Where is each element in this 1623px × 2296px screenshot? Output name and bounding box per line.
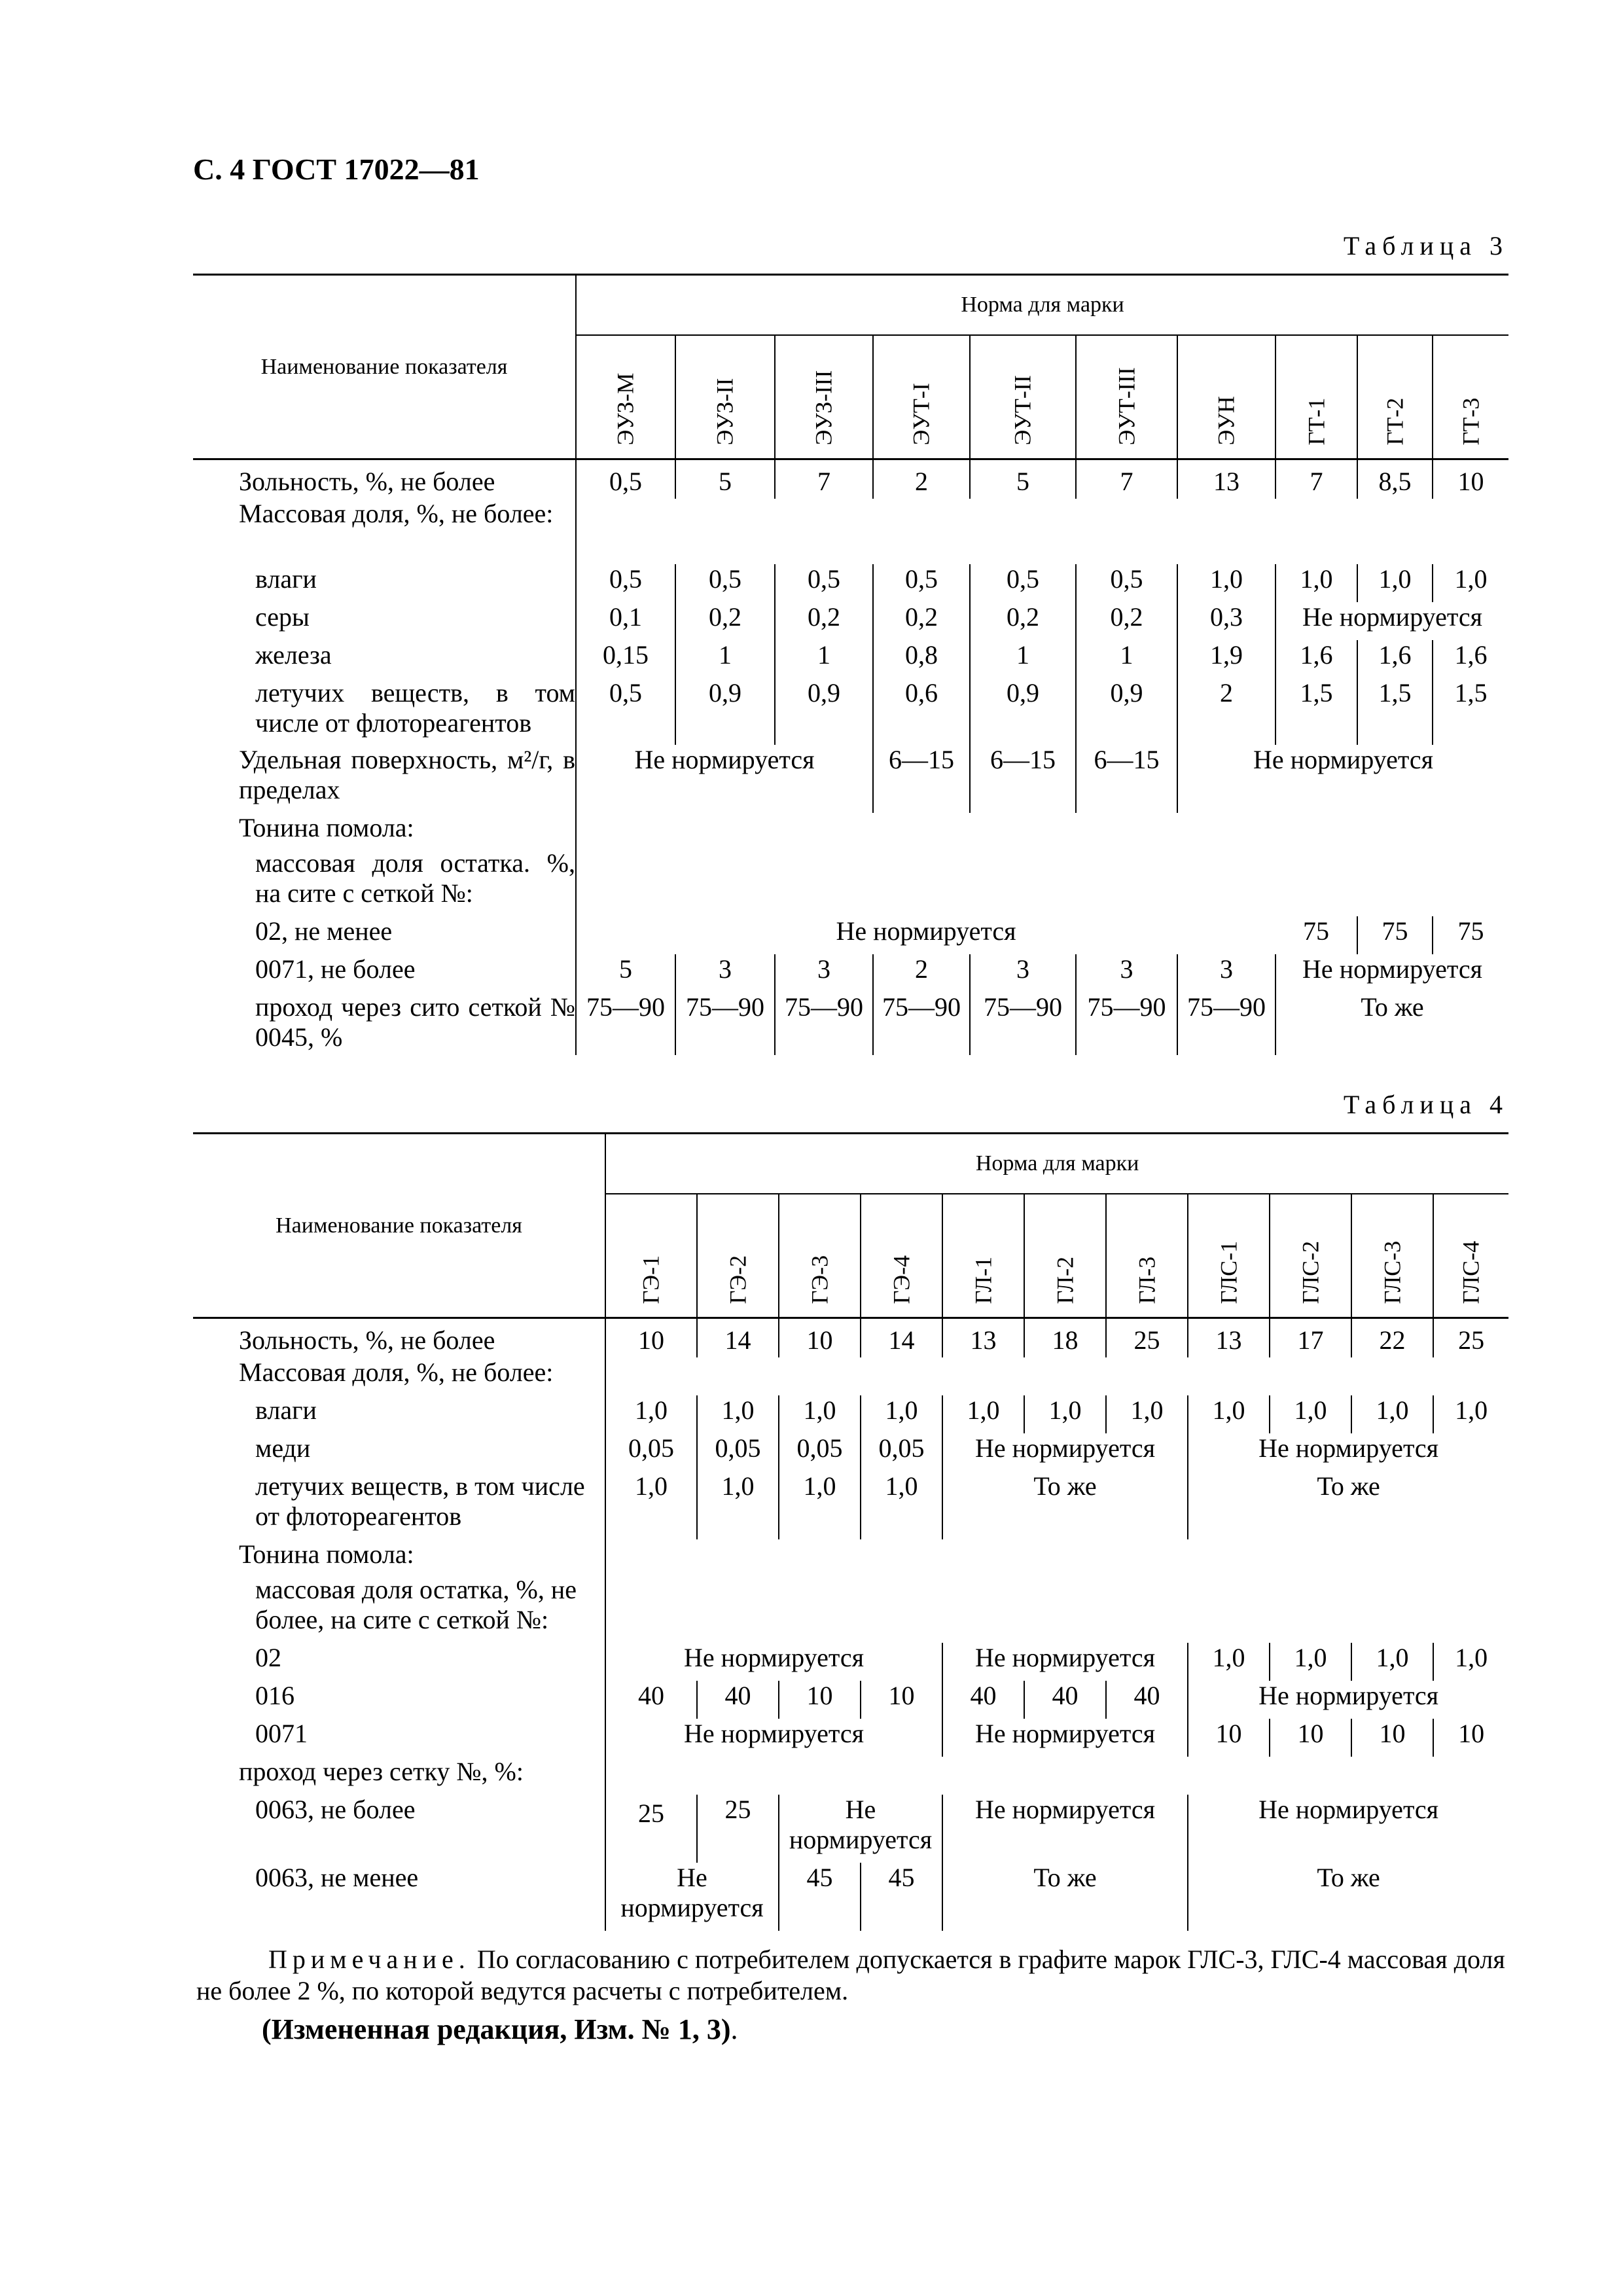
cell: 1,0 <box>1106 1395 1188 1433</box>
row-label: 02 <box>193 1643 605 1681</box>
cell: 6—15 <box>1076 745 1177 813</box>
row-label: проход через сито сеткой № 0045, % <box>193 992 576 1055</box>
cell: 0,6 <box>873 678 970 745</box>
cell-span: То же <box>942 1863 1188 1931</box>
table-row <box>193 848 1508 916</box>
cell: 1,0 <box>697 1471 779 1539</box>
row-label: 0071 <box>193 1719 605 1757</box>
table-note <box>196 1944 1505 2007</box>
cell: 3 <box>775 954 873 992</box>
cell: 75—90 <box>675 992 775 1055</box>
table4-grade-header: ГЛ-2 <box>1024 1194 1106 1318</box>
cell: 0,9 <box>970 678 1076 745</box>
cell: 0,5 <box>675 564 775 602</box>
table4-grade-header: ГЭ-1 <box>605 1194 697 1318</box>
cell: 1,0 <box>1188 1643 1270 1681</box>
cell-span: То же <box>1275 992 1508 1055</box>
table4-caption: Таблица 4 <box>1343 1090 1508 1119</box>
row-label: влаги <box>193 564 576 602</box>
cell: 40 <box>1024 1681 1106 1719</box>
table-row <box>193 499 1508 564</box>
cell: 25 <box>1433 1318 1508 1357</box>
cell: 10 <box>1351 1719 1433 1757</box>
table-row <box>193 813 1508 848</box>
cell: 1,0 <box>1433 1395 1508 1433</box>
cell: 1,0 <box>1024 1395 1106 1433</box>
table-row <box>193 1539 1508 1575</box>
table-row <box>193 678 1508 745</box>
cell: 8,5 <box>1357 459 1433 499</box>
row-label: железа <box>193 640 576 678</box>
row-label: массовая доля остатка, %, не более, на сите с сеткой №: <box>193 1575 605 1643</box>
row-label: 0071, не более <box>193 954 576 992</box>
cell: 7 <box>775 459 873 499</box>
cell: 1,0 <box>1270 1395 1351 1433</box>
table3-grade-header: ЭУЗ-М <box>576 335 675 459</box>
cell: 45 <box>861 1863 942 1931</box>
cell: 5 <box>619 954 632 984</box>
cell: 7 <box>1275 459 1357 499</box>
row-label: серы <box>193 602 576 640</box>
table3-grade-header: ЭУТ-II <box>970 335 1076 459</box>
row-label: Зольность, %, не более <box>193 1318 605 1357</box>
table4-grade-header: ГЛС-4 <box>1433 1194 1508 1318</box>
table-row <box>193 1681 1508 1719</box>
table-row <box>193 640 1508 678</box>
table4-norm-header: Норма для марки <box>605 1134 1508 1194</box>
table3-grade-header: ГТ-3 <box>1433 335 1508 459</box>
cell-span: То же <box>1188 1471 1508 1539</box>
row-label: влаги <box>193 1395 605 1433</box>
cell: 0,2 <box>675 602 775 640</box>
cell: 2 <box>1177 678 1275 745</box>
cell: 0,05 <box>697 1433 779 1471</box>
cell: 1,6 <box>1357 640 1433 678</box>
table4-grade-header: ГЭ-4 <box>861 1194 942 1318</box>
cell: 1,6 <box>1433 640 1508 678</box>
table-row <box>193 1471 1508 1539</box>
table4-grade-header: ГЛС-1 <box>1188 1194 1270 1318</box>
cell: 0,2 <box>775 602 873 640</box>
cell: 10 <box>1433 1719 1508 1757</box>
cell: 25 <box>1106 1318 1188 1357</box>
cell: 0,05 <box>628 1433 674 1463</box>
cell: 0,2 <box>970 602 1076 640</box>
table-row <box>193 954 1508 992</box>
cell: 1,0 <box>1433 1643 1508 1681</box>
cell: 40 <box>1106 1681 1188 1719</box>
table4-grade-header: ГЛС-2 <box>1270 1194 1351 1318</box>
row-label: 0063, не менее <box>193 1863 605 1931</box>
cell: 0,9 <box>1076 678 1177 745</box>
cell: 0,1 <box>609 601 642 632</box>
cell: 1,0 <box>1177 564 1275 602</box>
cell: 0,9 <box>675 678 775 745</box>
table-row <box>193 459 1508 499</box>
cell: 13 <box>1177 459 1275 499</box>
row-label: Тонина помола: <box>193 813 576 848</box>
row-label: 0063, не более <box>193 1795 605 1863</box>
cell-span: Не нормируется <box>1177 745 1508 813</box>
table-row <box>193 992 1508 1055</box>
table-row <box>193 1395 1508 1433</box>
page-header: С. 4 ГОСТ 17022—81 <box>193 152 480 186</box>
cell-span: Не нормируется <box>942 1719 1188 1757</box>
table-row <box>193 1863 1508 1931</box>
table4-grade-header: ГЭ-2 <box>697 1194 779 1318</box>
cell: 2 <box>873 954 970 992</box>
table-row <box>193 1757 1508 1795</box>
table3 <box>193 274 1508 1055</box>
cell: 1,6 <box>1275 640 1357 678</box>
table-row <box>193 1719 1508 1757</box>
table4-grade-header: ГЛ-3 <box>1106 1194 1188 1318</box>
cell: 1,0 <box>1357 564 1433 602</box>
cell: 75—90 <box>1177 992 1275 1055</box>
row-label: проход через сетку №, %: <box>193 1757 605 1795</box>
cell: 10 <box>779 1318 861 1357</box>
table4-grade-header: ГЛС-3 <box>1351 1194 1433 1318</box>
cell: 1,5 <box>1357 678 1433 745</box>
cell: 1 <box>675 640 775 678</box>
cell: 1,0 <box>1270 1643 1351 1681</box>
cell: 0,9 <box>775 678 873 745</box>
cell: 0,15 <box>603 639 649 670</box>
cell-span: Не нормируется <box>779 1795 942 1863</box>
table3-caption: Таблица 3 <box>1343 231 1508 260</box>
cell: 1,5 <box>1275 678 1357 745</box>
cell: 14 <box>861 1318 942 1357</box>
row-label: Массовая доля, %, не более: <box>193 499 576 564</box>
cell: 1,0 <box>942 1395 1024 1433</box>
edit-note <box>262 2013 738 2046</box>
cell: 0,2 <box>1076 602 1177 640</box>
cell: 0,05 <box>861 1433 942 1471</box>
cell-span: Не нормируется <box>942 1643 1188 1681</box>
cell: 1 <box>970 640 1076 678</box>
table-row <box>193 916 1508 954</box>
cell: 17 <box>1270 1318 1351 1357</box>
cell: 1,0 <box>861 1395 942 1433</box>
cell: 1,0 <box>635 1395 668 1425</box>
table-row <box>193 745 1508 813</box>
cell: 1,0 <box>1188 1395 1270 1433</box>
cell: 75—90 <box>586 992 665 1022</box>
cell: 0,3 <box>1177 602 1275 640</box>
cell: 5 <box>675 459 775 499</box>
cell: 40 <box>942 1681 1024 1719</box>
table-row <box>193 1357 1508 1395</box>
row-label: Тонина помола: <box>193 1539 605 1575</box>
cell-span: Не нормируется <box>1275 954 1508 992</box>
row-label: Удельная поверхность, м²/г, в пределах <box>193 745 576 813</box>
cell: 1,0 <box>861 1471 942 1539</box>
cell: 75—90 <box>970 992 1076 1055</box>
cell: 0,8 <box>873 640 970 678</box>
cell: 1,5 <box>1433 678 1508 745</box>
cell: 10 <box>1270 1719 1351 1757</box>
row-label: Массовая доля, %, не более: <box>193 1357 605 1395</box>
cell: 1 <box>1076 640 1177 678</box>
table3-name-header: Наименование показателя <box>193 275 576 459</box>
cell-span: Не нормируется <box>684 1718 864 1748</box>
cell: 1 <box>775 640 873 678</box>
cell: 0,5 <box>609 564 642 594</box>
table3-grade-header: ЭУЗ-III <box>775 335 873 459</box>
cell: 1,0 <box>1351 1395 1433 1433</box>
table-row <box>193 1318 1508 1357</box>
cell: 1,0 <box>1275 564 1357 602</box>
cell: 1,0 <box>1351 1643 1433 1681</box>
cell-span: Не нормируется <box>1275 602 1508 640</box>
row-label: Зольность, %, не более <box>193 459 576 499</box>
cell: 1,0 <box>697 1395 779 1433</box>
cell-span: То же <box>942 1471 1188 1539</box>
cell: 3 <box>970 954 1076 992</box>
cell: 1,0 <box>635 1471 668 1501</box>
note-text: По согласованию с потребителем допускается в графите марок ГЛС-3, ГЛС-4 массовая доля не более 2 %, по которой ведутся расчеты с потребителем. <box>196 1945 1505 2005</box>
cell-span: Не нормируется <box>620 1862 764 1922</box>
cell: 10 <box>779 1681 861 1719</box>
row-label: летучих веществ, в том числе от флотореагентов <box>193 1471 605 1539</box>
row-label: массовая доля остатка. %, на сите с сеткой №: <box>193 848 576 916</box>
row-label: летучих веществ, в том числе от флотореагентов <box>193 678 576 745</box>
note-label: Примечание. <box>268 1945 471 1974</box>
cell: 0,5 <box>873 564 970 602</box>
cell-span: Не нормируется <box>836 916 1016 946</box>
table3-norm-header: Норма для марки <box>576 275 1508 335</box>
cell: 13 <box>942 1318 1024 1357</box>
cell: 0,5 <box>609 677 642 708</box>
cell: 0,05 <box>779 1433 861 1471</box>
cell: 10 <box>638 1325 664 1355</box>
cell: 40 <box>638 1680 664 1710</box>
table-row <box>193 602 1508 640</box>
table3-grade-header: ЭУТ-III <box>1076 335 1177 459</box>
cell: 0,2 <box>873 602 970 640</box>
cell-span: Не нормируется <box>1188 1433 1508 1471</box>
cell: 25 <box>638 1798 664 1828</box>
cell: 75—90 <box>1076 992 1177 1055</box>
cell: 0,5 <box>970 564 1076 602</box>
row-label: меди <box>193 1433 605 1471</box>
edit-note-tail: . <box>730 2013 738 2045</box>
table-row <box>193 1795 1508 1863</box>
cell-span: Не нормируется <box>634 744 815 774</box>
cell: 10 <box>861 1681 942 1719</box>
cell: 10 <box>1188 1719 1270 1757</box>
cell: 5 <box>970 459 1076 499</box>
cell: 3 <box>1076 954 1177 992</box>
edit-note-text: (Измененная редакция, Изм. № 1, 3) <box>262 2013 731 2045</box>
table3-grade-header: ЭУТ-I <box>873 335 970 459</box>
cell: 75—90 <box>873 992 970 1055</box>
cell: 6—15 <box>970 745 1076 813</box>
table3-grade-header: ГТ-2 <box>1357 335 1433 459</box>
cell: 1,0 <box>779 1395 861 1433</box>
cell-span: Не нормируется <box>942 1433 1188 1471</box>
cell: 0,5 <box>609 467 642 496</box>
cell: 2 <box>873 459 970 499</box>
row-label: 02, не менее <box>193 916 576 954</box>
cell: 6—15 <box>873 745 970 813</box>
row-label: 016 <box>193 1681 605 1719</box>
cell-span: Не нормируется <box>1188 1681 1508 1719</box>
cell: 22 <box>1351 1318 1433 1357</box>
cell: 45 <box>779 1863 861 1931</box>
cell: 3 <box>1177 954 1275 992</box>
table3-grade-header: ЭУЗ-II <box>675 335 775 459</box>
cell: 14 <box>697 1318 779 1357</box>
cell: 7 <box>1076 459 1177 499</box>
table-row <box>193 1433 1508 1471</box>
cell-span: Не нормируется <box>684 1642 864 1672</box>
table4 <box>193 1132 1508 1931</box>
cell: 18 <box>1024 1318 1106 1357</box>
cell-span: Не нормируется <box>942 1795 1188 1863</box>
cell: 10 <box>1433 459 1508 499</box>
cell: 1,0 <box>1433 564 1508 602</box>
cell: 75 <box>1433 916 1508 954</box>
table4-name-header: Наименование показателя <box>193 1134 605 1318</box>
cell: 3 <box>675 954 775 992</box>
table-row <box>193 1643 1508 1681</box>
cell: 75—90 <box>775 992 873 1055</box>
cell: 0,5 <box>775 564 873 602</box>
table3-grade-header: ЭУН <box>1177 335 1275 459</box>
table4-grade-header: ГЛ-1 <box>942 1194 1024 1318</box>
cell: 40 <box>697 1681 779 1719</box>
cell-span: То же <box>1188 1863 1508 1931</box>
cell: 1,0 <box>779 1471 861 1539</box>
cell-span: Не нормируется <box>1188 1795 1508 1863</box>
table-row <box>193 1575 1508 1643</box>
cell: 75 <box>1357 916 1433 954</box>
table4-grade-header: ГЭ-3 <box>779 1194 861 1318</box>
table3-grade-header: ГТ-1 <box>1275 335 1357 459</box>
cell: 25 <box>697 1795 779 1863</box>
cell: 0,5 <box>1076 564 1177 602</box>
cell: 13 <box>1188 1318 1270 1357</box>
cell: 1,9 <box>1177 640 1275 678</box>
table-row <box>193 564 1508 602</box>
cell: 75 <box>1303 916 1329 946</box>
